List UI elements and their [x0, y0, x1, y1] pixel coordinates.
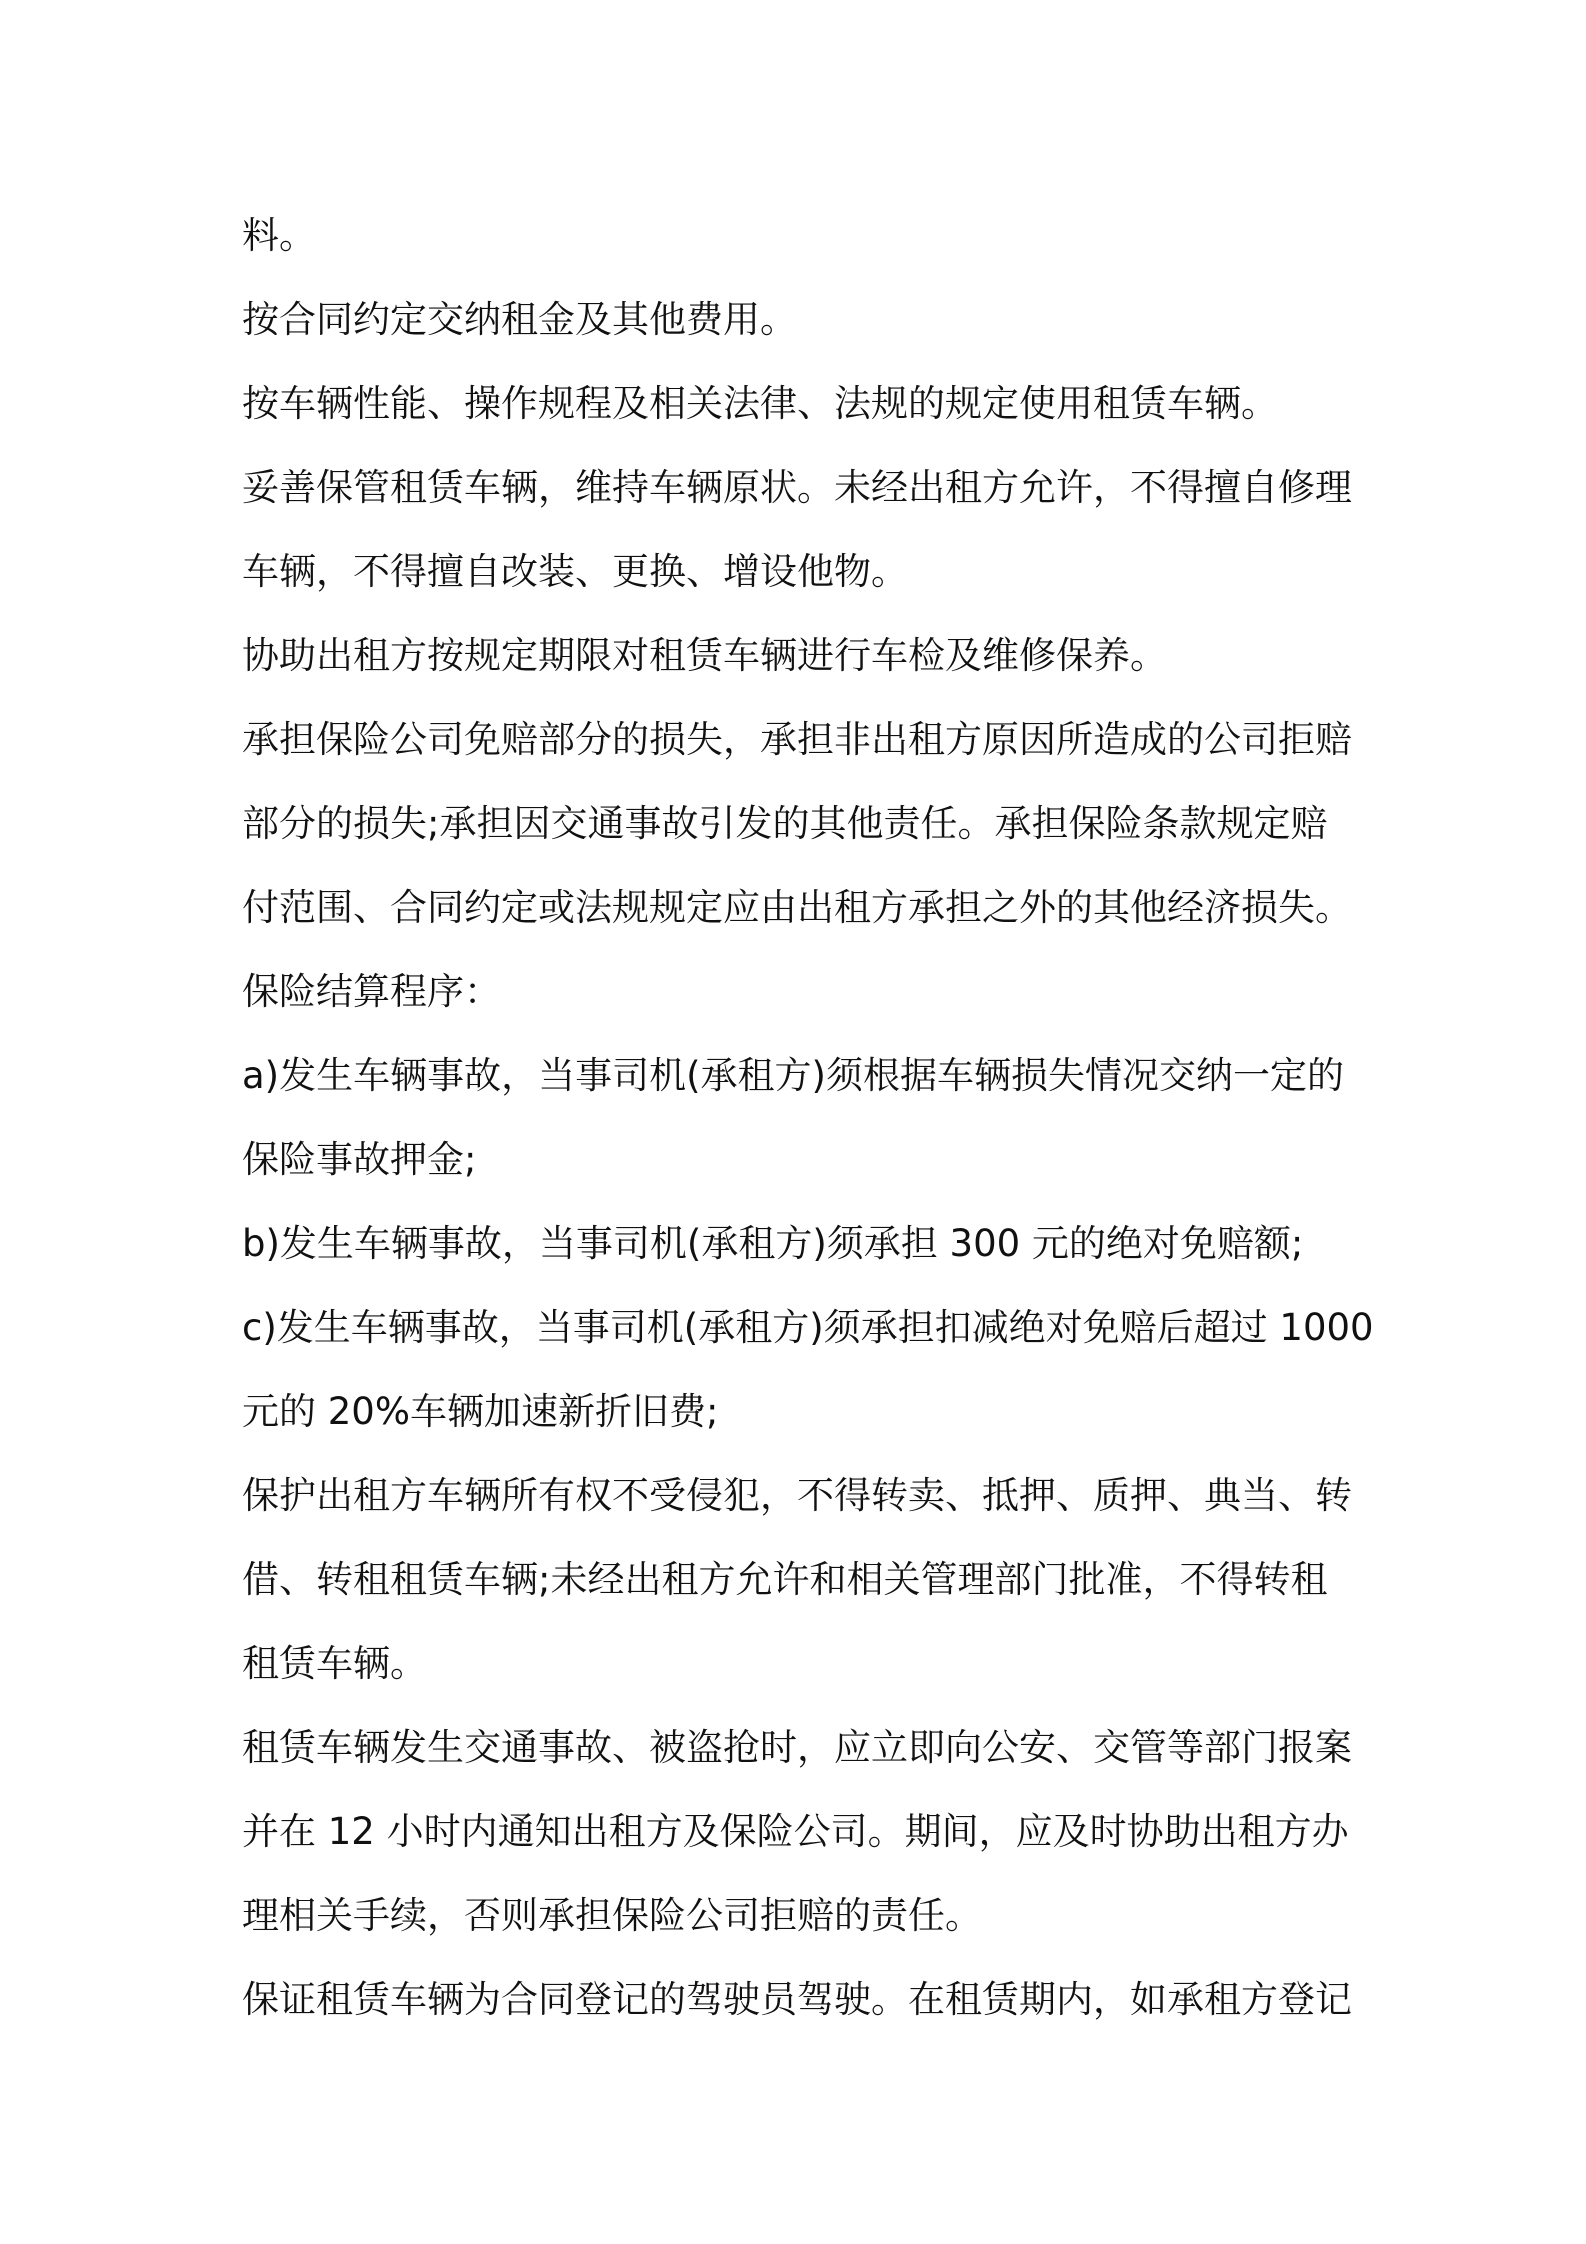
text-line: 协助出租方按规定期限对租赁车辆进行车检及维修保养。 [242, 634, 1167, 677]
text-line: 保险事故押金; [242, 1138, 477, 1181]
text-line: c)发生车辆事故，当事司机(承租方)须承担扣减绝对免赔后超过 1000 [242, 1306, 1374, 1349]
text-line: 理相关手续，否则承担保险公司拒赔的责任。 [242, 1894, 982, 1937]
text-line: 按车辆性能、操作规程及相关法律、法规的规定使用租赁车辆。 [242, 382, 1278, 425]
text-line: 保证租赁车辆为合同登记的驾驶员驾驶。在租赁期内，如承租方登记 [242, 1978, 1352, 2021]
text-line: 租赁车辆发生交通事故、被盗抢时，应立即向公安、交管等部门报案 [242, 1726, 1352, 1769]
text-line: a)发生车辆事故，当事司机(承租方)须根据车辆损失情况交纳一定的 [242, 1054, 1344, 1097]
text-line: 租赁车辆。 [242, 1642, 427, 1685]
text-line: 并在 12 小时内通知出租方及保险公司。期间，应及时协助出租方办 [242, 1810, 1349, 1853]
text-line: 妥善保管租赁车辆，维持车辆原状。未经出租方允许，不得擅自修理 [242, 466, 1352, 509]
text-line: 元的 20%车辆加速新折旧费; [242, 1390, 719, 1433]
text-line: 付范围、合同约定或法规规定应由出租方承担之外的其他经济损失。 [242, 886, 1352, 929]
text-line: 按合同约定交纳租金及其他费用。 [242, 298, 797, 341]
text-line: 料。 [242, 214, 316, 257]
text-line: b)发生车辆事故，当事司机(承租方)须承担 300 元的绝对免赔额; [242, 1222, 1304, 1265]
document-body [242, 194, 1374, 2042]
text-line: 承担保险公司免赔部分的损失，承担非出租方原因所造成的公司拒赔 [242, 718, 1352, 761]
text-line: 车辆，不得擅自改装、更换、增设他物。 [242, 550, 908, 593]
text-line: 部分的损失;承担因交通事故引发的其他责任。承担保险条款规定赔 [242, 802, 1328, 845]
text-line: 借、转租租赁车辆;未经出租方允许和相关管理部门批准，不得转租 [242, 1558, 1328, 1601]
text-line: 保护出租方车辆所有权不受侵犯，不得转卖、抵押、质押、典当、转 [242, 1474, 1352, 1517]
text-line: 保险结算程序： [242, 970, 501, 1013]
